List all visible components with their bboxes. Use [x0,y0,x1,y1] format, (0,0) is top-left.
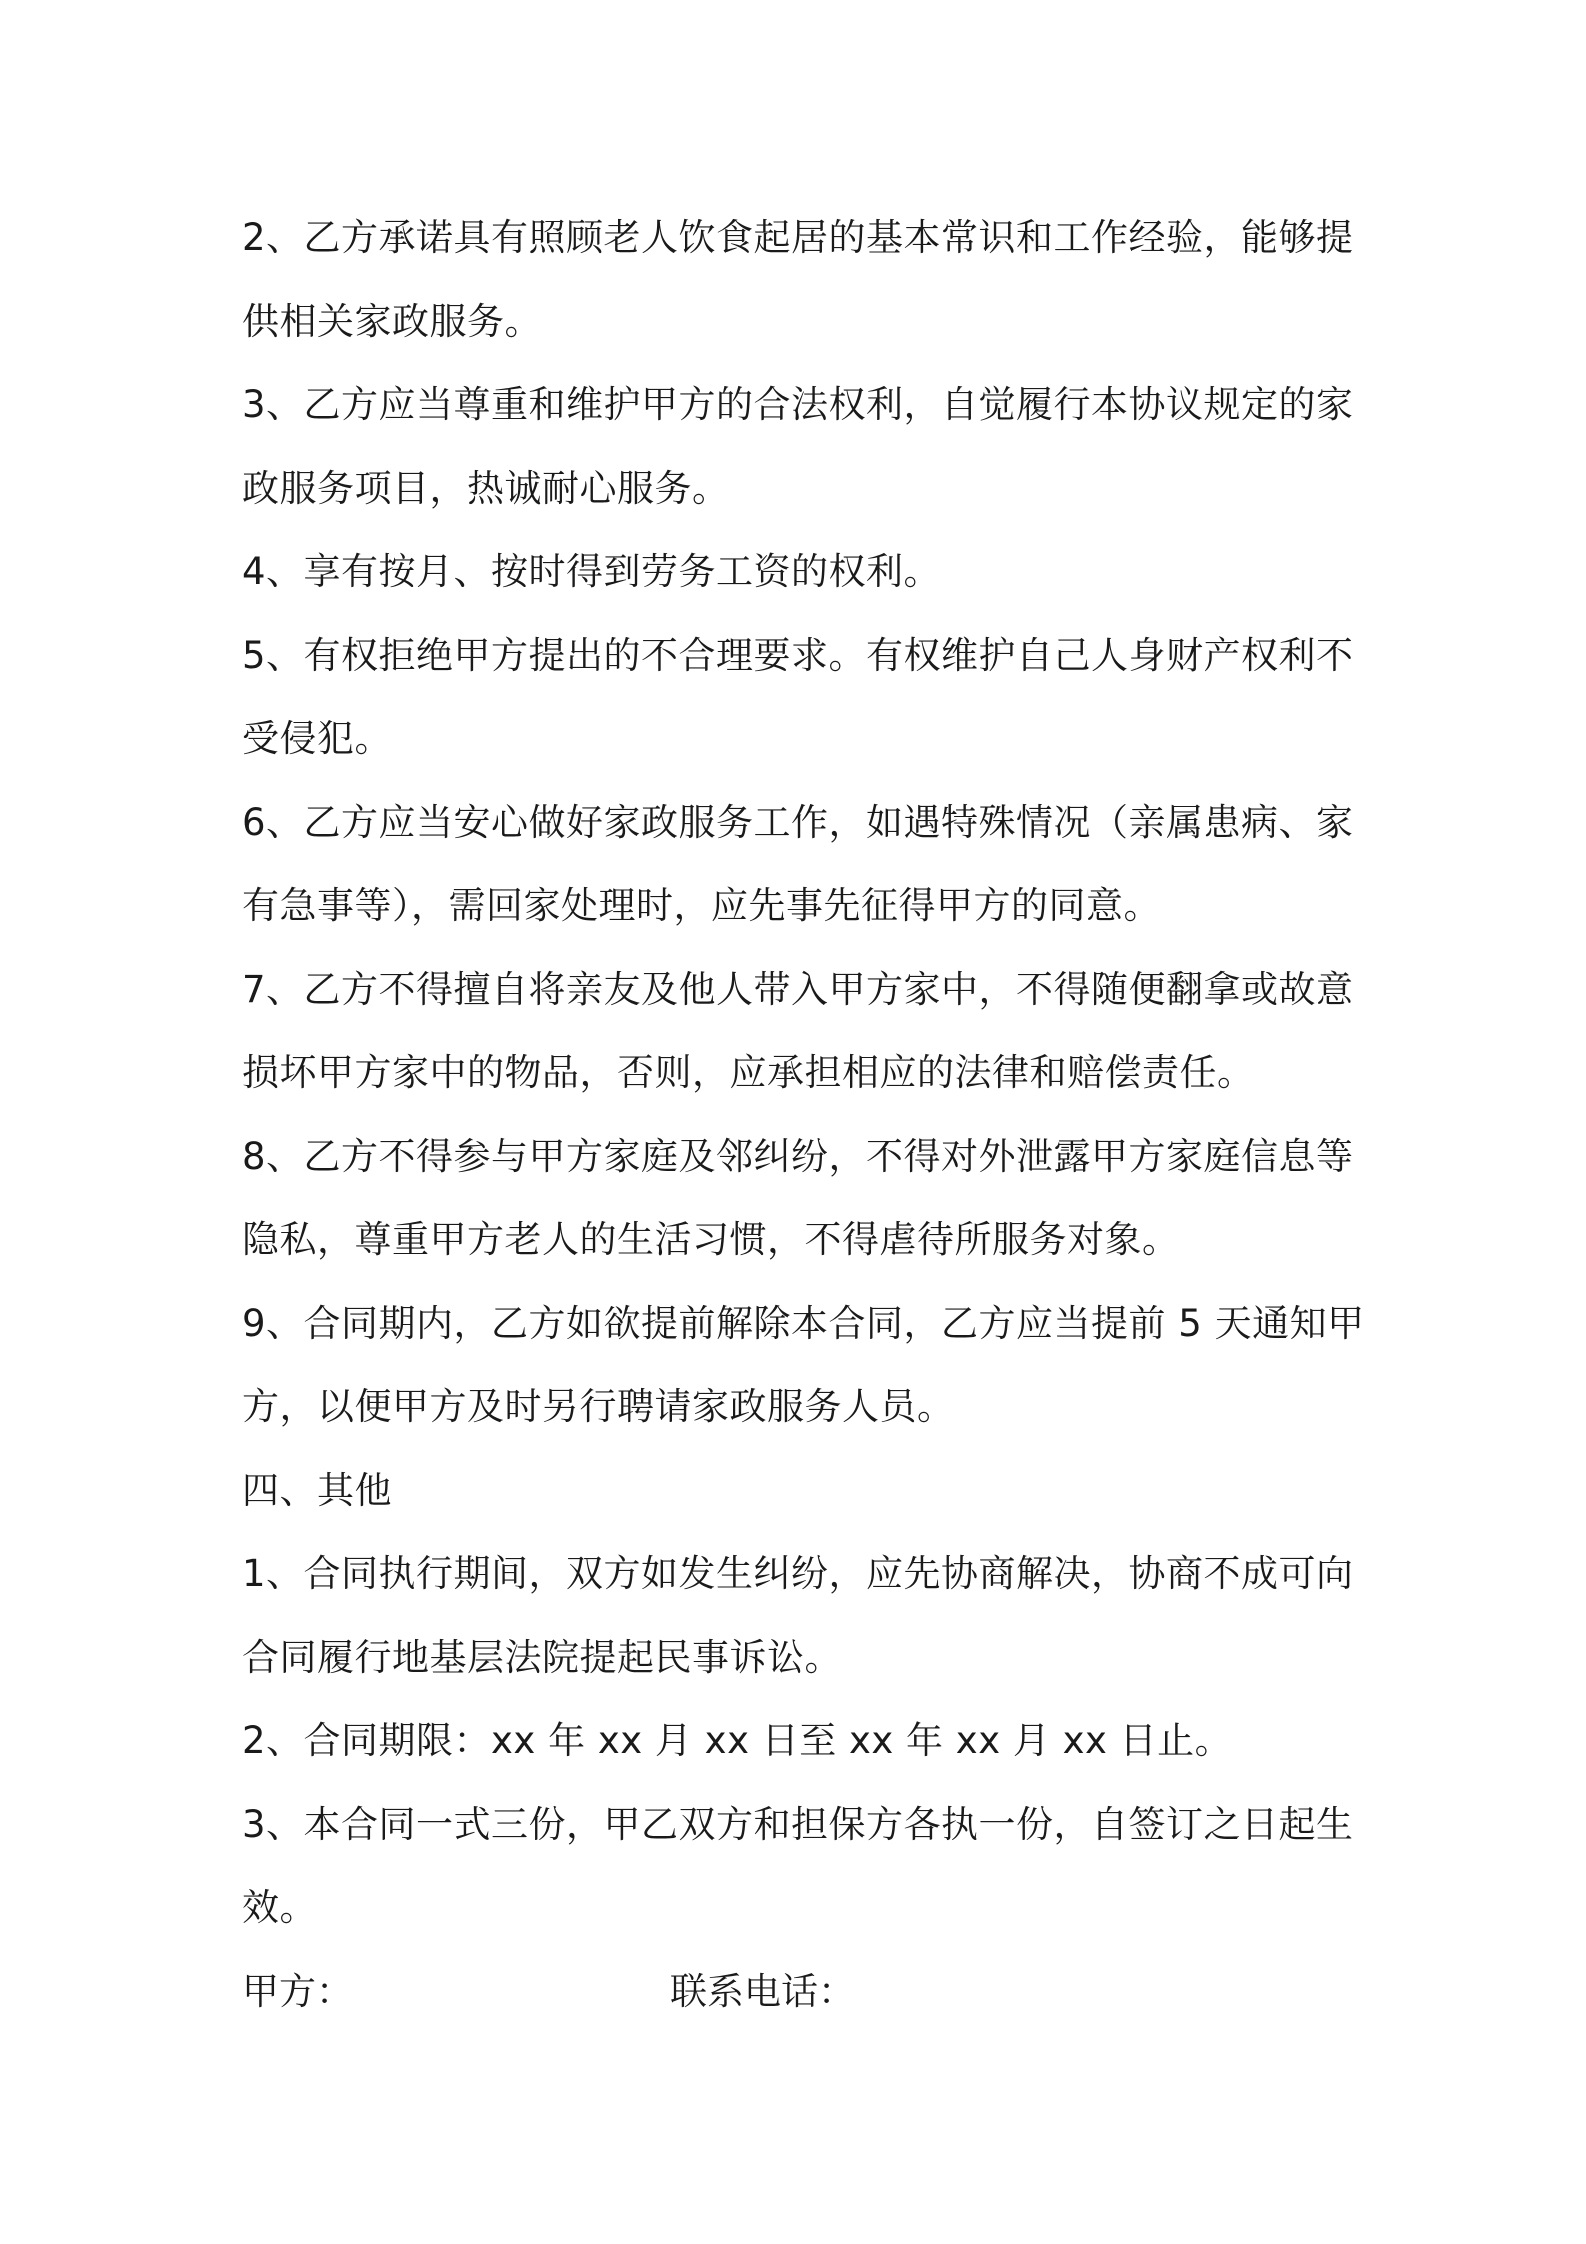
text-line: 有急事等），需回家处理时，应先事先征得甲方的同意。 [242,884,1161,927]
text-line: 8、乙方不得参与甲方家庭及邻纠纷，不得对外泄露甲方家庭信息等 [242,1134,1354,1178]
text-line: 政服务项目，热诚耐心服务。 [242,466,730,510]
text-line: 1、合同执行期间，双方如发生纠纷，应先协商解决，协商不成可向 [242,1552,1354,1595]
text-line: 隐私，尊重甲方老人的生活习惯，不得虐待所服务对象。 [242,1218,1180,1261]
party-a-label: 甲方： [242,1969,353,2013]
text-line: 3、本合同一式三份，甲乙双方和担保方各执一份，自签订之日起生 [242,1802,1354,1846]
text-line: 损坏甲方家中的物品，否则，应承担相应的法律和赔偿责任。 [242,1051,1255,1094]
text-line: 效。 [242,1886,317,1929]
text-line: 方，以便甲方及时另行聘请家政服务人员。 [242,1385,955,1428]
phone-label: 联系电话： [670,1969,855,2013]
text-line: 供相关家政服务。 [242,299,542,343]
text-line: 受侵犯。 [242,717,392,760]
text-line: 7、乙方不得擅自将亲友及他人带入甲方家中，不得随便翻拿或故意 [242,967,1354,1011]
text-line: 6、乙方应当安心做好家政服务工作，如遇特殊情况（亲属患病、家 [242,800,1354,844]
text-line: 5、有权拒绝甲方提出的不合理要求。有权维护自己人身财产权利不 [242,633,1354,677]
text-line: 9、合同期内，乙方如欲提前解除本合同，乙方应当提前 5 天通知甲 [242,1301,1365,1345]
text-line: 4、享有按月、按时得到劳务工资的权利。 [242,550,942,593]
text-line: 合同履行地基层法院提起民事诉讼。 [242,1635,842,1679]
text-line: 3、乙方应当尊重和维护甲方的合法权利，自觉履行本协议规定的家 [242,383,1354,426]
text-line: 2、合同期限：xx 年 xx 月 xx 日至 xx 年 xx 月 xx 日止。 [242,1719,1233,1762]
signature-row [242,1950,1362,2034]
text-line: 2、乙方承诺具有照顾老人饮食起居的基本常识和工作经验，能够提 [242,216,1354,259]
section-heading: 四、其他 [242,1468,392,1512]
contract-body [242,196,1365,2033]
